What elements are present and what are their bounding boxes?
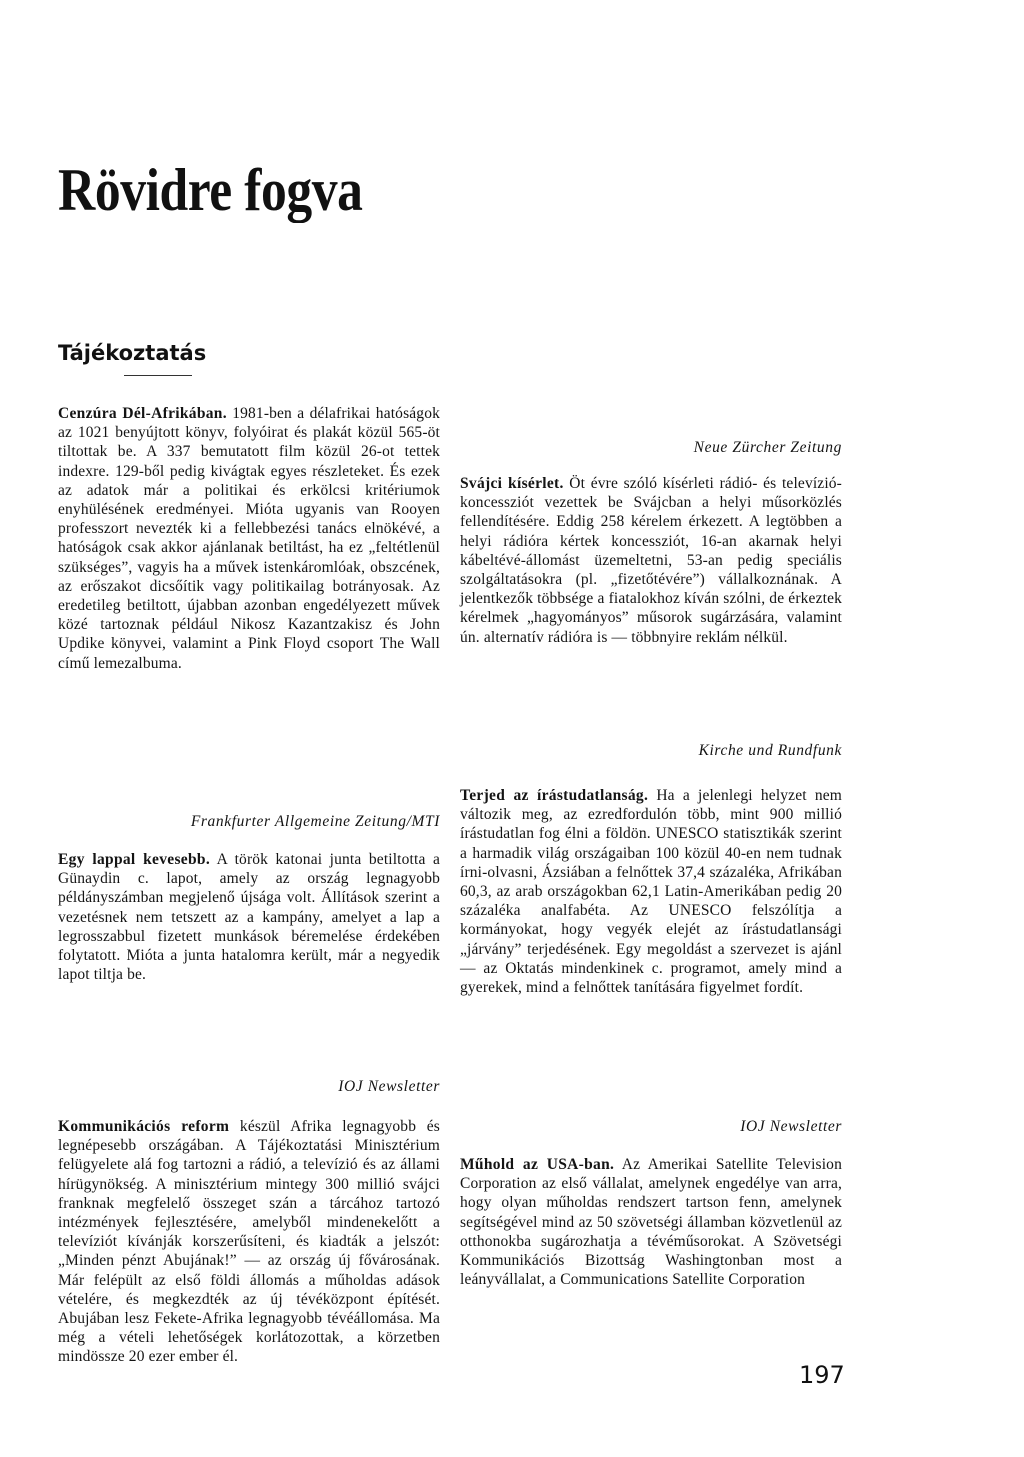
article-body: A török katonai junta betiltotta a Günaydin c. lapot, amely az ország legnagyobb példányszámban megjelenő újsága volt. Állítások szerint a vezetésnek nem tetszett az a kampány, amelyet a lap a legrosszabbul fizetett munkások béremelése érdekében folytatott. Mióta a junta hatalomra került, már a negyedik lapot tiltja be. [58, 851, 440, 984]
article-communication-reform [58, 1117, 440, 1367]
article-one-paper-less [58, 850, 440, 984]
section-title-underline [124, 375, 192, 376]
article-body: 1981-ben a délafrikai hatóságok az 1021 benyújtott könyv, folyóirat és plakát közül 565-öt tiltottak be. A 337 bemutatott film közül 26-ot tettek indexre. 129-ből pedig kivágtak egyes részleteket. És ezek az adatok már a politikai és erkölcsi kritériumok enyhülésének eredményei. Mióta ugyanis van Rooyen professzort nevezték ki a fellebbezési tanács elnökévé, a hatóságok csak akkor ajánlanak betiltást, ha ez „feltétlenül szükséges”, vagyis ha a művek istenkáromlóak, obszcének, az erőszakot dicsőítik vagy politikailag botrányosak. Az eredetileg betiltott, újabban azonban engedélyezett művek közé tartoznak például Nikosz Kazantzakisz és John Updike könyvei, valamint a Pink Floyd csoport The Wall című lemezalbuma. [58, 405, 440, 672]
article-censorship [58, 404, 440, 673]
article-heading: Terjed az írástudatlanság. [460, 787, 649, 804]
article-source: Kirche und Rundfunk [698, 742, 842, 759]
article-swiss-experiment [460, 474, 842, 647]
article-body: készül Afrika legnagyobb és legnépesebb országában. A Tájékoztatási Minisztérium felügyelete alá fog tartozni a rádió, a televízió és az állami hírügynökség. A minisztérium mintegy 300 millió svájci franknak megfelelő összeget szán a tárcához tartozó intézmények fejlesztésére, amelyből mindenekelőtt a televíziót kívánják korszerűsíteni, és kiadták a jelszót: „Minden pénzt Abujának!” — az ország új fővárosának. Már felépült az első földi állomás a műholdas adások vételére, és megkezdték az új tévéközpont építését. Abujában lesz Fekete-Afrika legnagyobb tévéállomása. Ma még a vételi lehetőségek korlátozottak, a körzetben mindössze 20 ezer ember él. [58, 1118, 440, 1366]
article-heading: Egy lappal kevesebb. [58, 851, 210, 868]
article-body: Öt évre szóló kísérleti rádió- és televízió-koncessziót vezettek be Svájcban a helyi műsorközlés fellendítésére. Eddig 258 kérelem érkezett. A legtöbben a helyi rádióra kértek koncessziót, 16-an akarnak helyi kábeltévé-állomást üzemeltetni, 53-an pedig speciális szolgáltatásokra (pl. „fizetőtévére”) vállalkoznának. A jelentkezők többsége a fiatalokhoz kíván szólni, de érkeztek kérelmek „hagyományos” műsorok sugárzására, valamint ún. alternatív rádióra is — többnyire reklám nélkül. [460, 475, 842, 646]
page-title: Rövidre fogva [58, 157, 363, 223]
article-source: IOJ Newsletter [740, 1118, 842, 1135]
article-source: Neue Zürcher Zeitung [693, 439, 842, 456]
article-usa-satellite [460, 1155, 842, 1289]
article-heading: Svájci kísérlet. [460, 475, 564, 492]
article-heading: Műhold az USA-ban. [460, 1156, 615, 1173]
section-title: Tájékoztatás [58, 341, 207, 365]
article-body: Az Amerikai Satellite Television Corporation az első vállalat, amelynek engedélye van arra, hogy olyan műholdas rendszert tartson fenn, amelynek segítségével mind az 50 szövetségi államban közvetlenül az otthonokba sugározhatja a tévéműsorokat. A Szövetségi Kommunikációs Bizottság Washingtonban most a leányvállalat, a Communications Satellite Corporation [460, 1156, 842, 1289]
article-heading: Cenzúra Dél-Afrikában. [58, 405, 227, 422]
article-illiteracy [460, 786, 842, 997]
article-source: IOJ Newsletter [338, 1078, 440, 1095]
article-source: Frankfurter Allgemeine Zeitung/MTI [190, 813, 440, 830]
page-number: 197 [799, 1361, 845, 1389]
article-heading: Kommunikációs reform [58, 1118, 230, 1135]
article-body: Ha a jelenlegi helyzet nem változik meg, az ezredfordulón több, mint 900 millió írástudatlan fog élni a földön. UNESCO statisztikák szerint a harmadik világ országaiban 100 közül 40-en nem tudnak írni-olvasni, Ázsiában a felnőttek 37,4 százaléka, Afrikában 60,3, az arab országokban 62,1 Latin-Amerikában pedig 20 százaléka analfabéta. Az UNESCO felszólítja a kormányokat, hogy vegyék elejét az írástudatlansági „járvány” terjedésének. Egy megoldást a szervezet is ajánl — az Oktatás mindenkinek c. programot, amely mind a gyerekek, mind a felnőttek tanítására figyelmet fordít. [460, 787, 842, 997]
